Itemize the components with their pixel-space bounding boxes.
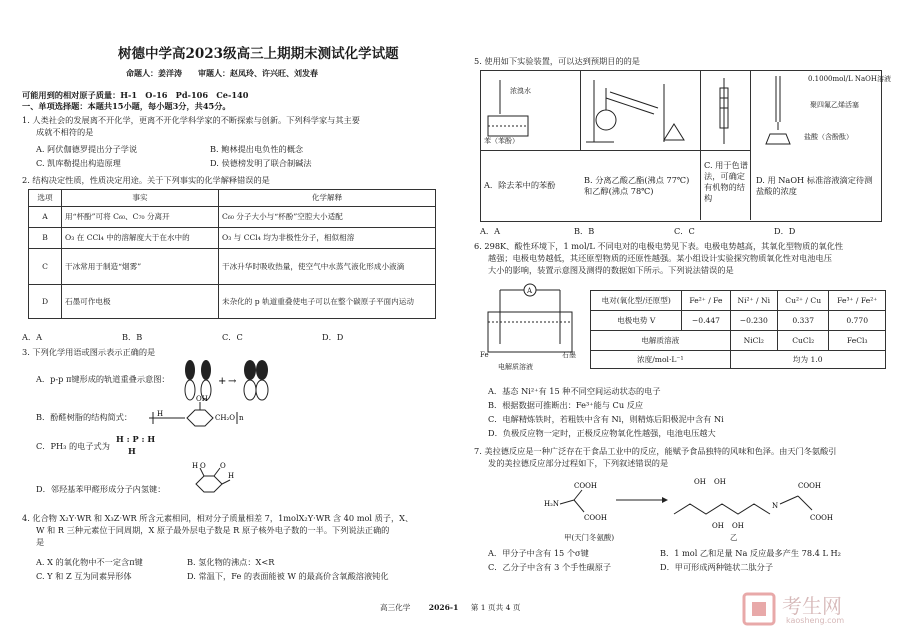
svg-text:COOH: COOH xyxy=(810,514,833,522)
q7-option-a: A．甲分子中含有 15 个σ键 xyxy=(488,548,589,558)
salicylaldehyde-hbond-diagram xyxy=(190,460,250,502)
footer-page: 第 1 页共 4 页 xyxy=(470,603,521,612)
q2-header-option: 选项 xyxy=(29,190,62,207)
svg-text:O: O xyxy=(200,462,206,470)
q6-stem: 6. 298K、酸性环境下，1 mol/L 不同电对的电极电势见下表。电极电势越高，其氧化型物质的氧化性 xyxy=(474,241,844,251)
q2-row-d-fact: 石墨可作电极 xyxy=(62,285,219,319)
table-row xyxy=(29,228,436,249)
table-row xyxy=(29,207,436,228)
q2-row-b-explanation: O₃ 与 CCl₄ 均为非极性分子，相似相溶 xyxy=(219,228,436,249)
svg-text:H: H xyxy=(228,472,235,480)
q7-stem: 7. 美拉德反应是一种广泛存在于食品工业中的反应，能赋予食品独特的风味和色泽。由天门冬氨酸引 xyxy=(474,446,837,456)
graphite-electrode-label: 石墨 xyxy=(562,351,576,359)
hcl-label: 盐酸（含酚酞） xyxy=(804,133,853,141)
page-footer xyxy=(380,602,521,613)
svg-text:OH: OH xyxy=(694,478,706,486)
q6-potential-table xyxy=(590,290,886,369)
watermark-icon xyxy=(742,592,776,626)
q5-choice-c: C．C xyxy=(674,226,695,236)
q6-header-ni: Ni²⁺ / Ni xyxy=(730,291,777,311)
footer-date: 2026-1 xyxy=(428,603,459,612)
ph3-electron-formula: H : P : H xyxy=(116,434,156,444)
svg-text:CH₂O: CH₂O xyxy=(215,414,236,422)
q6-potential-fe3: 0.770 xyxy=(829,311,886,331)
q2-header-explanation: 化学解释 xyxy=(219,190,436,207)
q7-label-jia: 甲(天门冬氨酸) xyxy=(564,533,615,542)
bromine-water-label: 浓溴水 xyxy=(510,87,531,95)
q7-option-c: C．乙分子中含有 3 个手性碳原子 xyxy=(488,562,612,572)
q6-header-cu: Cu²⁺ / Cu xyxy=(778,291,829,311)
q4-stem-3: 是 xyxy=(36,537,45,547)
svg-text:COOH: COOH xyxy=(798,482,821,490)
q4-option-c: C. Y 和 Z 互为同素异形体 xyxy=(36,571,132,581)
q6-conc-label: 浓度/mol·L⁻¹ xyxy=(591,351,731,369)
q6-option-a: A．基态 Ni²⁺有 15 种不同空间运动状态的电子 xyxy=(488,386,661,396)
q6-electrolyte-cucl2: CuCl₂ xyxy=(778,331,829,351)
ptfe-label: 聚四氟乙烯活塞 xyxy=(810,101,859,109)
table-row xyxy=(591,351,886,369)
exam-title: 树德中学高2023级高三上期期末测试化学试题 xyxy=(118,46,399,62)
q7-option-d: D．甲可形成两种链状二肽分子 xyxy=(660,562,774,572)
q2-stem: 2. 结构决定性质，性质决定用途。关于下列事实的化学解释错误的是 xyxy=(22,175,270,185)
q2-choice-a: A．A xyxy=(22,332,43,342)
q2-row-a-option: A xyxy=(29,207,62,228)
q1-option-c: C. 凯库勒提出构造原理 xyxy=(36,158,121,168)
q3-option-c: C．PH₃ 的电子式为 xyxy=(36,441,110,451)
q1-stem-2: 成就不相符的是 xyxy=(36,127,94,137)
q7-stem-2: 发的美拉德反应部分过程如下，下列叙述错误的是 xyxy=(488,458,669,468)
q6-potential-cu: 0.337 xyxy=(778,311,829,331)
q2-row-d-explanation: 未杂化的 p 轨道重叠使电子可以在整个碳原子平面内运动 xyxy=(219,285,436,319)
svg-text:OH: OH xyxy=(712,522,724,530)
svg-text:COOH: COOH xyxy=(574,482,597,490)
ph3-electron-formula-h: H xyxy=(128,446,136,456)
q1-option-b: B. 鲍林提出电负性的概念 xyxy=(210,144,304,154)
footer-subject: 高三化学 xyxy=(380,603,411,612)
q6-option-c: C．电解精炼铁时，若粗铁中含有 Ni，则精炼后阳极泥中含有 Ni xyxy=(488,414,724,424)
svg-text:→: → xyxy=(228,376,237,387)
watermark-logo xyxy=(742,590,892,630)
electrolyte-label: 电解质溶液 xyxy=(498,363,533,371)
section-heading: 一、单项选择题：本题共15小题，每小题3分，共45分。 xyxy=(22,101,231,111)
q2-row-b-option: B xyxy=(29,228,62,249)
q6-option-b: B．根据数据可推断出：Fe³⁺能与 Cu 反应 xyxy=(488,400,644,410)
table-row xyxy=(29,285,436,319)
q6-header-fe2-fe: Fe²⁺ / Fe xyxy=(682,291,730,311)
watermark-en: kaosheng.com xyxy=(786,616,845,625)
svg-text:OH: OH xyxy=(714,478,726,486)
q5-choice-a: A．A xyxy=(480,226,501,236)
q7-label-yi: 乙 xyxy=(730,533,738,542)
fe-electrode-label: Fe xyxy=(480,351,489,359)
q1-option-d: D. 侯德榜发明了联合制碱法 xyxy=(210,158,312,168)
svg-text:+: + xyxy=(218,376,227,387)
naoh-label: 0.1000mol/L NaOH溶液 xyxy=(808,75,891,83)
atomic-masses: 可能用到的相对原子质量：H-1 O-16 Pd-106 Ce-140 xyxy=(22,90,249,100)
q4-option-d: D. 常温下，Fe 的表面能被 W 的最高价含氧酸溶液钝化 xyxy=(187,571,389,581)
q7-option-b: B．1 mol 乙和足量 Na 反应最多产生 78.4 L H₂ xyxy=(660,548,841,558)
q2-row-c-fact: 干冰常用于制造“烟雾” xyxy=(62,249,219,285)
q6-header-couple: 电对(氧化型/还原型) xyxy=(591,291,682,311)
q2-row-d-option: D xyxy=(29,285,62,319)
q6-electrolyte-nicl2: NiCl₂ xyxy=(730,331,777,351)
watermark-cn: 考生网 xyxy=(782,594,842,618)
q4-stem: 4. 化合物 X₂Y·WR 和 X₃Z·WR 所含元素相同，相对分子质量相差 7，1molX₂Y·WR 含 40 mol 质子，X、 xyxy=(22,513,414,523)
q4-stem-2: W 和 R 三种元素位于同周期，X 原子最外层电子数是 R 原子核外电子数的一半。下列说法正确的 xyxy=(36,525,390,535)
q3-stem: 3. 下列化学用语或图示表示正确的是 xyxy=(22,347,156,357)
q6-conc-value: 均为 1.0 xyxy=(730,351,885,369)
q2-choice-b: B．B xyxy=(122,332,143,342)
q3-option-d: D．邻羟基苯甲醛形成分子内氢键： xyxy=(36,484,166,494)
q2-choice-c: C．C xyxy=(222,332,243,342)
q2-row-b-fact: O₃ 在 CCl₄ 中的溶解度大于在水中的 xyxy=(62,228,219,249)
phenolic-resin-structure xyxy=(147,396,267,430)
q1-stem: 1. 人类社会的发展离不开化学，更离不开化学科学家的不断探索与创新。下列科学家与其主要 xyxy=(22,115,360,125)
svg-text:OH: OH xyxy=(196,395,208,403)
q6-electrolyte-fecl3: FeCl₃ xyxy=(829,331,886,351)
q2-choice-d: D．D xyxy=(322,332,344,342)
svg-text:COOH: COOH xyxy=(584,514,607,522)
q2-row-c-explanation: 干冰升华时吸收热量，使空气中水蒸气液化形成小液滴 xyxy=(219,249,436,285)
q3-option-b: B．酚醛树脂的结构简式： xyxy=(36,412,133,422)
q3-option-a: A．p-p π键形成的轨道重叠示意图： xyxy=(36,374,170,384)
q2-header-fact: 事实 xyxy=(62,190,219,207)
q2-table xyxy=(28,189,436,319)
q5-option-d-text: D. 用 NaOH 标准溶液滴定待测盐酸的浓度 xyxy=(756,175,873,196)
svg-text:OH: OH xyxy=(732,522,744,530)
svg-text:H: H xyxy=(157,410,164,418)
q1-option-a: A. 阿伏伽德罗提出分子学说 xyxy=(36,144,138,154)
table-row xyxy=(591,311,886,331)
svg-text:N: N xyxy=(772,502,779,510)
phenol-label: 苯（苯酚） xyxy=(484,137,519,145)
q5-choice-b: B．B xyxy=(574,226,595,236)
q6-potential-label: 电极电势 V xyxy=(591,311,682,331)
q6-header-fe3-fe2: Fe³⁺ / Fe²⁺ xyxy=(829,291,886,311)
q6-stem-2: 越强；电极电势越低，其还原型物质的还原性越强。某小组设计实验探究物质氧化性对电池电压 xyxy=(488,253,832,263)
q2-row-c-option: C xyxy=(29,249,62,285)
q5-stem: 5. 使用如下实验装置，可以达到预期目的的是 xyxy=(474,56,640,66)
q4-option-a: A. X 的氧化物中不一定含π键 xyxy=(36,557,143,567)
table-row xyxy=(29,249,436,285)
ammeter-label: A xyxy=(527,287,533,295)
q6-stem-3: 大小的影响，装置示意图及测得的数据如下所示。下列说法错误的是 xyxy=(488,265,734,275)
svg-text:H: H xyxy=(192,462,199,470)
chromatography-column xyxy=(704,74,748,146)
exam-authors: 命题人：姜洋涛 审题人：赵凤玲、许兴旺、刘发春 xyxy=(126,68,318,78)
q2-row-a-explanation: C₆₀ 分子大小与“杯酚”空腔大小适配 xyxy=(219,207,436,228)
q5-option-c-text: C. 用于色谱法，可确定有机物的结构 xyxy=(704,160,748,203)
table-row xyxy=(591,331,886,351)
maillard-reaction-structures xyxy=(544,474,884,530)
q5-option-a-text: A．除去苯中的苯酚 xyxy=(484,180,556,190)
q6-potential-fe: −0.447 xyxy=(682,311,730,331)
svg-text:O: O xyxy=(220,462,226,470)
q2-row-a-fact: 用“杯酚”可将 C₆₀、C₇₀ 分离开 xyxy=(62,207,219,228)
distillation-apparatus xyxy=(584,74,698,146)
svg-text:n: n xyxy=(239,414,244,422)
q5-choice-d: D．D xyxy=(774,226,796,236)
q4-option-b: B. 氢化物的沸点：X<R xyxy=(187,557,275,567)
q5-option-b-text: B. 分离乙酸乙酯(沸点 77℃)和乙醇(沸点 78℃) xyxy=(584,175,690,196)
svg-text:H₂N: H₂N xyxy=(544,500,560,508)
q6-potential-ni: −0.230 xyxy=(730,311,777,331)
q6-electrolyte-label: 电解质溶液 xyxy=(591,331,731,351)
q6-option-d: D．负极反应物一定时，正极反应物氧化性越强，电池电压越大 xyxy=(488,428,716,438)
